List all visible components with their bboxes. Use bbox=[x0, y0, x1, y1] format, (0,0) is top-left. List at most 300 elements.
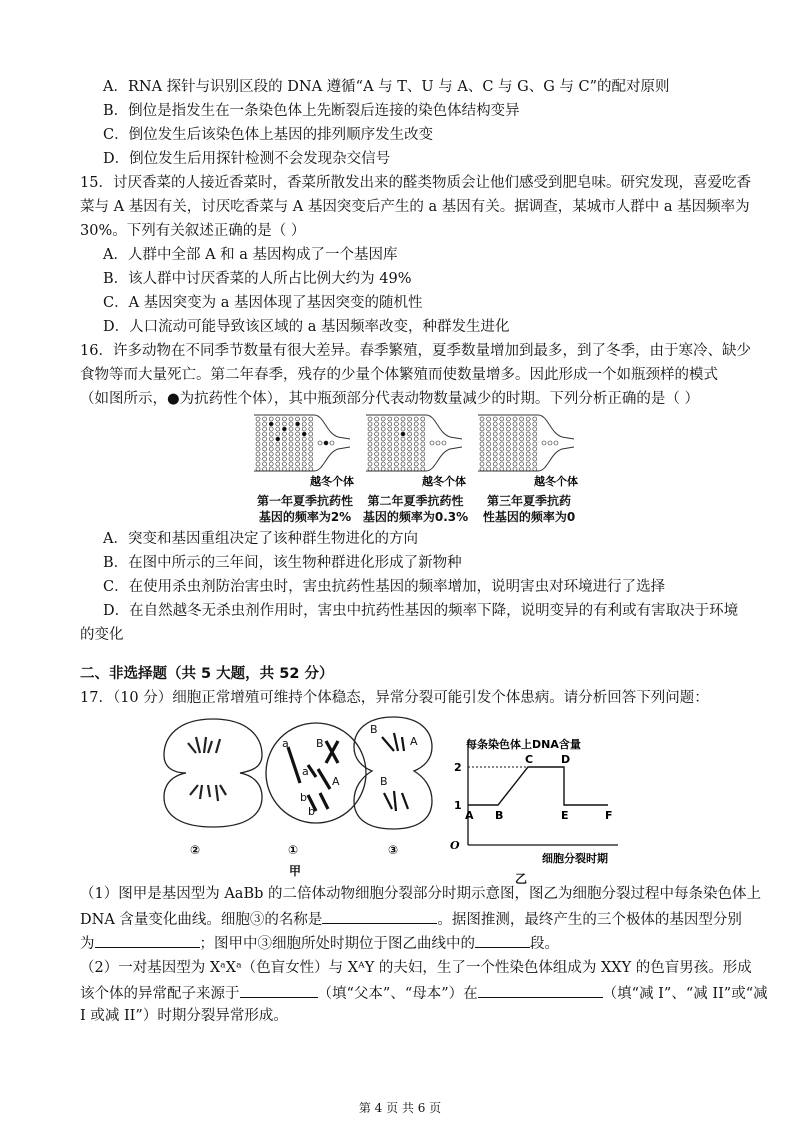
individual bbox=[263, 457, 267, 461]
blank-polar-genotypes[interactable] bbox=[95, 932, 200, 948]
individual bbox=[368, 467, 372, 471]
individual bbox=[309, 457, 313, 461]
individual bbox=[506, 462, 510, 466]
individual bbox=[487, 447, 491, 451]
individual bbox=[414, 462, 418, 466]
individual bbox=[282, 462, 286, 466]
bottleneck-caption-2: 第二年夏季抗药性 基因的频率为0.3% bbox=[362, 494, 469, 524]
chrom-letter-A1: A bbox=[332, 775, 340, 788]
individual bbox=[302, 422, 306, 426]
q16-stem-line-3: （如图所示，●为抗药性个体），其中瓶颈部分代表动物数量减少的时期。下列分析正确的是（ ） bbox=[80, 391, 700, 407]
individual bbox=[500, 437, 504, 441]
individual bbox=[493, 442, 497, 446]
individual bbox=[421, 447, 425, 451]
individual bbox=[506, 467, 510, 471]
individual bbox=[263, 442, 267, 446]
individual bbox=[256, 447, 260, 451]
overwinter-label: 越冬个体 bbox=[310, 475, 354, 488]
individual bbox=[282, 417, 286, 421]
blank-cell3-name[interactable] bbox=[322, 908, 437, 924]
individual bbox=[394, 437, 398, 441]
overwintering-individual bbox=[442, 441, 446, 445]
individual bbox=[296, 452, 300, 456]
individual bbox=[493, 457, 497, 461]
individual bbox=[289, 432, 293, 436]
individual bbox=[309, 442, 313, 446]
chrom-letter-B3: B bbox=[380, 775, 388, 788]
individual bbox=[408, 417, 412, 421]
q17-p1-line-2: DNA 含量变化曲线。细胞③的名称是 。据图推测，最终产生的三个极体的基因型分别 bbox=[80, 908, 742, 930]
chrom-letter-a2: a bbox=[302, 765, 309, 778]
individual bbox=[401, 462, 405, 466]
individual bbox=[296, 437, 300, 441]
individual bbox=[408, 447, 412, 451]
individual bbox=[296, 467, 300, 471]
blank-meiosis-stage[interactable] bbox=[478, 982, 603, 998]
individual bbox=[263, 467, 267, 471]
q14-option-c: C．倒位发生后该染色体上基因的排列顺序发生改变 bbox=[103, 127, 434, 143]
individual bbox=[487, 467, 491, 471]
individual bbox=[526, 437, 530, 441]
individual bbox=[276, 467, 280, 471]
individual bbox=[256, 422, 260, 426]
overwintering-individual bbox=[548, 441, 552, 445]
individual bbox=[520, 442, 524, 446]
individual bbox=[408, 437, 412, 441]
individual bbox=[309, 417, 313, 421]
individual bbox=[289, 462, 293, 466]
individual bbox=[381, 442, 385, 446]
q15-option-c: C．A 基因突变为 a 基因体现了基因突变的随机性 bbox=[103, 295, 423, 311]
individual bbox=[480, 457, 484, 461]
individual bbox=[256, 462, 260, 466]
individual bbox=[421, 457, 425, 461]
individual bbox=[394, 432, 398, 436]
individual bbox=[256, 467, 260, 471]
q17-intro: 17．（10 分）细胞正常增殖可维持个体稳态，异常分裂可能引发个体患病。请分析回答下列问题： bbox=[80, 690, 709, 706]
q16-option-b: B．在图中所示的三年间，该生物种群进化形成了新物种 bbox=[103, 555, 462, 571]
q16-stem-line-2: 食物等而大量死亡。第二年春季，残存的少量个体繁殖而使数量增多。因此形成一个如瓶颈样的模式 bbox=[80, 367, 718, 383]
individual bbox=[526, 422, 530, 426]
q16-option-a: A．突变和基因重组决定了该种群生物进化的方向 bbox=[103, 531, 418, 547]
individual bbox=[276, 442, 280, 446]
individual bbox=[388, 452, 392, 456]
resistant-individual bbox=[401, 432, 405, 436]
individual bbox=[296, 442, 300, 446]
page-footer: 第 4 页 共 6 页 bbox=[358, 1101, 442, 1115]
individual bbox=[487, 452, 491, 456]
individual bbox=[500, 447, 504, 451]
individual bbox=[276, 457, 280, 461]
label-cell-2: ② bbox=[190, 843, 201, 857]
individual bbox=[289, 442, 293, 446]
individual bbox=[513, 462, 517, 466]
individual bbox=[368, 442, 372, 446]
individual bbox=[493, 452, 497, 456]
individual bbox=[408, 432, 412, 436]
individual bbox=[520, 422, 524, 426]
individual bbox=[480, 442, 484, 446]
overwintering-individual bbox=[318, 441, 322, 445]
individual bbox=[487, 462, 491, 466]
individual bbox=[256, 427, 260, 431]
individual bbox=[368, 447, 372, 451]
chrom-letter-a1: a bbox=[282, 737, 289, 750]
origin-label: O bbox=[450, 839, 460, 852]
individual bbox=[520, 427, 524, 431]
individual bbox=[282, 467, 286, 471]
q15-option-d: D．人口流动可能导致该区域的 a 基因频率改变，种群发生进化 bbox=[103, 319, 510, 335]
individual bbox=[289, 467, 293, 471]
individual bbox=[302, 452, 306, 456]
dna-content-line bbox=[468, 767, 608, 805]
bottleneck-caption-3: 第三年夏季抗药 性基因的频率为0 bbox=[482, 494, 576, 524]
individual bbox=[309, 462, 313, 466]
individual bbox=[526, 427, 530, 431]
individual bbox=[500, 427, 504, 431]
individual bbox=[408, 462, 412, 466]
individual bbox=[493, 422, 497, 426]
individual bbox=[493, 447, 497, 451]
individual bbox=[375, 467, 379, 471]
individual bbox=[487, 437, 491, 441]
q16-option-d: D．在自然越冬无杀虫剂作用时，害虫中抗药性基因的频率下降，说明变异的有利或有害取决于环境 bbox=[103, 603, 739, 619]
individual bbox=[513, 452, 517, 456]
individual bbox=[375, 417, 379, 421]
individual bbox=[289, 452, 293, 456]
individual bbox=[256, 437, 260, 441]
individual bbox=[302, 417, 306, 421]
individual bbox=[276, 422, 280, 426]
individual bbox=[381, 422, 385, 426]
individual bbox=[421, 462, 425, 466]
individual bbox=[513, 432, 517, 436]
individual bbox=[375, 427, 379, 431]
individual bbox=[394, 457, 398, 461]
individual bbox=[520, 452, 524, 456]
individual bbox=[500, 467, 504, 471]
q17-p1-line-3: 为 ；图甲中③细胞所处时期位于图乙曲线中的 段。 bbox=[80, 932, 559, 954]
individual bbox=[388, 457, 392, 461]
individual bbox=[276, 462, 280, 466]
individual bbox=[256, 452, 260, 456]
individual bbox=[368, 452, 372, 456]
blank-parent-source[interactable] bbox=[240, 982, 318, 998]
individual bbox=[414, 437, 418, 441]
individual bbox=[269, 427, 273, 431]
individual bbox=[381, 452, 385, 456]
individual bbox=[388, 462, 392, 466]
individual bbox=[487, 422, 491, 426]
individual bbox=[368, 462, 372, 466]
individual bbox=[421, 427, 425, 431]
resistant-individual bbox=[276, 437, 280, 441]
individual bbox=[282, 442, 286, 446]
individual bbox=[421, 422, 425, 426]
overwinter-label: 越冬个体 bbox=[422, 475, 466, 488]
individual bbox=[520, 437, 524, 441]
individual bbox=[289, 422, 293, 426]
individual bbox=[276, 447, 280, 451]
individual bbox=[520, 432, 524, 436]
individual bbox=[296, 432, 300, 436]
individual bbox=[493, 417, 497, 421]
individual bbox=[263, 452, 267, 456]
point-label-B: B bbox=[495, 809, 504, 822]
resistant-individual bbox=[269, 422, 273, 426]
individual bbox=[533, 432, 537, 436]
overwintering-individual bbox=[430, 441, 434, 445]
individual bbox=[388, 447, 392, 451]
individual bbox=[394, 462, 398, 466]
point-label-A: A bbox=[465, 809, 474, 822]
individual bbox=[269, 442, 273, 446]
individual bbox=[520, 417, 524, 421]
individual bbox=[388, 437, 392, 441]
individual bbox=[487, 442, 491, 446]
individual bbox=[381, 447, 385, 451]
individual bbox=[309, 452, 313, 456]
individual bbox=[401, 437, 405, 441]
individual bbox=[513, 437, 517, 441]
q16-option-c: C．在使用杀虫剂防治害虫时，害虫抗药性基因的频率增加，说明害虫对环境进行了选择 bbox=[103, 579, 666, 595]
individual bbox=[375, 452, 379, 456]
individual bbox=[256, 442, 260, 446]
individual bbox=[480, 417, 484, 421]
individual bbox=[408, 422, 412, 426]
individual bbox=[276, 427, 280, 431]
individual bbox=[506, 442, 510, 446]
individual bbox=[533, 467, 537, 471]
individual bbox=[408, 457, 412, 461]
individual bbox=[263, 437, 267, 441]
individual bbox=[500, 417, 504, 421]
q14-option-d: D．倒位发生后用探针检测不会发现杂交信号 bbox=[103, 151, 391, 167]
individual bbox=[421, 442, 425, 446]
individual bbox=[269, 437, 273, 441]
individual bbox=[269, 417, 273, 421]
individual bbox=[388, 427, 392, 431]
individual bbox=[526, 447, 530, 451]
individual bbox=[309, 467, 313, 471]
q15-stem-line-1: 15．讨厌香菜的人接近香菜时，香菜所散发出来的醛类物质会让他们感受到肥皂味。研究发现，喜爱吃香 bbox=[80, 175, 751, 191]
individual bbox=[375, 422, 379, 426]
dna-content-chart bbox=[446, 730, 626, 880]
individual bbox=[302, 467, 306, 471]
resistant-individual bbox=[296, 422, 300, 426]
individual bbox=[500, 442, 504, 446]
individual bbox=[421, 467, 425, 471]
individual bbox=[480, 432, 484, 436]
individual bbox=[263, 432, 267, 436]
label-jia: 甲 bbox=[289, 864, 302, 878]
individual bbox=[388, 442, 392, 446]
individual bbox=[414, 417, 418, 421]
individual bbox=[408, 442, 412, 446]
individual bbox=[282, 437, 286, 441]
individual bbox=[302, 437, 306, 441]
individual bbox=[506, 427, 510, 431]
chrom-letter-b1: b bbox=[300, 791, 307, 804]
individual bbox=[263, 417, 267, 421]
individual bbox=[414, 447, 418, 451]
individual bbox=[520, 457, 524, 461]
bottleneck-panel-3 bbox=[478, 415, 578, 488]
individual bbox=[394, 452, 398, 456]
individual bbox=[526, 452, 530, 456]
individual bbox=[421, 417, 425, 421]
q14-option-b: B．倒位是指发生在一条染色体上先断裂后连接的染色体结构变异 bbox=[103, 103, 520, 119]
q15-option-b: B．该人群中讨厌香菜的人所占比例大约为 49% bbox=[103, 271, 412, 287]
individual bbox=[394, 467, 398, 471]
individual bbox=[302, 427, 306, 431]
individual bbox=[256, 432, 260, 436]
section-heading: 二、非选择题（共 5 大题，共 52 分） bbox=[80, 666, 334, 682]
individual bbox=[506, 422, 510, 426]
individual bbox=[302, 447, 306, 451]
individual bbox=[513, 422, 517, 426]
individual bbox=[282, 457, 286, 461]
individual bbox=[296, 457, 300, 461]
y-tick-label-1: 1 bbox=[454, 799, 462, 812]
overwintering-individual bbox=[554, 441, 558, 445]
individual bbox=[263, 462, 267, 466]
y-tick-label-2: 2 bbox=[454, 761, 462, 774]
cell-1 bbox=[266, 723, 366, 823]
individual bbox=[368, 437, 372, 441]
individual bbox=[302, 457, 306, 461]
individual bbox=[375, 437, 379, 441]
individual bbox=[513, 442, 517, 446]
q14-option-a: A．RNA 探针与识别区段的 DNA 遵循“A 与 T、U 与 A、C 与 G、G 与 C”的配对原则 bbox=[103, 79, 670, 95]
individual bbox=[375, 432, 379, 436]
individual bbox=[296, 427, 300, 431]
individual bbox=[309, 437, 313, 441]
individual bbox=[493, 462, 497, 466]
q15-stem-line-3: 30%。下列有关叙述正确的是（ ） bbox=[80, 223, 306, 239]
individual bbox=[526, 462, 530, 466]
individual bbox=[487, 427, 491, 431]
individual bbox=[269, 447, 273, 451]
overwintering-individual bbox=[542, 441, 546, 445]
individual bbox=[513, 447, 517, 451]
individual bbox=[302, 462, 306, 466]
individual bbox=[414, 452, 418, 456]
individual bbox=[520, 467, 524, 471]
individual bbox=[309, 427, 313, 431]
resistant-individual bbox=[302, 432, 306, 436]
individual bbox=[500, 452, 504, 456]
individual bbox=[296, 447, 300, 451]
individual bbox=[401, 442, 405, 446]
individual bbox=[408, 427, 412, 431]
individual bbox=[533, 417, 537, 421]
individual bbox=[480, 437, 484, 441]
individual bbox=[381, 462, 385, 466]
individual bbox=[421, 432, 425, 436]
individual bbox=[526, 442, 530, 446]
individual bbox=[401, 457, 405, 461]
bottleneck-caption-1: 第一年夏季抗药性 基因的频率为2% bbox=[256, 494, 353, 524]
overwintering-individual bbox=[324, 441, 328, 445]
individual bbox=[480, 422, 484, 426]
individual bbox=[493, 437, 497, 441]
individual bbox=[368, 422, 372, 426]
overwintering-individual bbox=[330, 441, 334, 445]
individual bbox=[401, 452, 405, 456]
individual bbox=[368, 432, 372, 436]
individual bbox=[381, 427, 385, 431]
individual bbox=[500, 462, 504, 466]
individual bbox=[375, 442, 379, 446]
individual bbox=[375, 462, 379, 466]
point-label-C: C bbox=[525, 753, 534, 766]
individual bbox=[269, 452, 273, 456]
individual bbox=[394, 447, 398, 451]
individual bbox=[368, 417, 372, 421]
blank-curve-segment[interactable] bbox=[475, 932, 530, 948]
individual bbox=[256, 417, 260, 421]
individual bbox=[414, 432, 418, 436]
individual bbox=[276, 417, 280, 421]
individual bbox=[368, 427, 372, 431]
individual bbox=[394, 427, 398, 431]
q16-stem-line-1: 16．许多动物在不同季节数量有很大差异。春季繁殖，夏季数量增加到最多，到了冬季，由于寒冷、缺少 bbox=[80, 343, 751, 359]
individual bbox=[520, 462, 524, 466]
resistant-individual bbox=[282, 427, 286, 431]
individual bbox=[282, 447, 286, 451]
individual bbox=[388, 417, 392, 421]
individual bbox=[506, 437, 510, 441]
q17-p2-line-3: I 或减 II”）时期分裂异常形成。 bbox=[80, 1008, 288, 1024]
individual bbox=[513, 427, 517, 431]
label-cell-1: ① bbox=[288, 843, 299, 857]
individual bbox=[388, 467, 392, 471]
cell-2 bbox=[164, 719, 262, 827]
individual bbox=[289, 417, 293, 421]
individual bbox=[513, 467, 517, 471]
individual bbox=[381, 432, 385, 436]
individual bbox=[526, 457, 530, 461]
individual bbox=[394, 442, 398, 446]
individual bbox=[282, 452, 286, 456]
individual bbox=[269, 462, 273, 466]
individual bbox=[513, 417, 517, 421]
individual bbox=[421, 437, 425, 441]
individual bbox=[408, 452, 412, 456]
individual bbox=[263, 447, 267, 451]
individual bbox=[506, 457, 510, 461]
individual bbox=[533, 452, 537, 456]
individual bbox=[289, 457, 293, 461]
individual bbox=[256, 457, 260, 461]
individual bbox=[401, 422, 405, 426]
individual bbox=[401, 427, 405, 431]
individual bbox=[263, 427, 267, 431]
individual bbox=[368, 457, 372, 461]
individual bbox=[388, 422, 392, 426]
point-label-D: D bbox=[561, 753, 571, 766]
individual bbox=[414, 427, 418, 431]
bottleneck-figure bbox=[252, 413, 612, 493]
q16-option-d-continued: 的变化 bbox=[80, 627, 124, 643]
individual bbox=[480, 467, 484, 471]
individual bbox=[289, 437, 293, 441]
individual bbox=[533, 422, 537, 426]
individual bbox=[276, 432, 280, 436]
individual bbox=[533, 462, 537, 466]
individual bbox=[533, 437, 537, 441]
